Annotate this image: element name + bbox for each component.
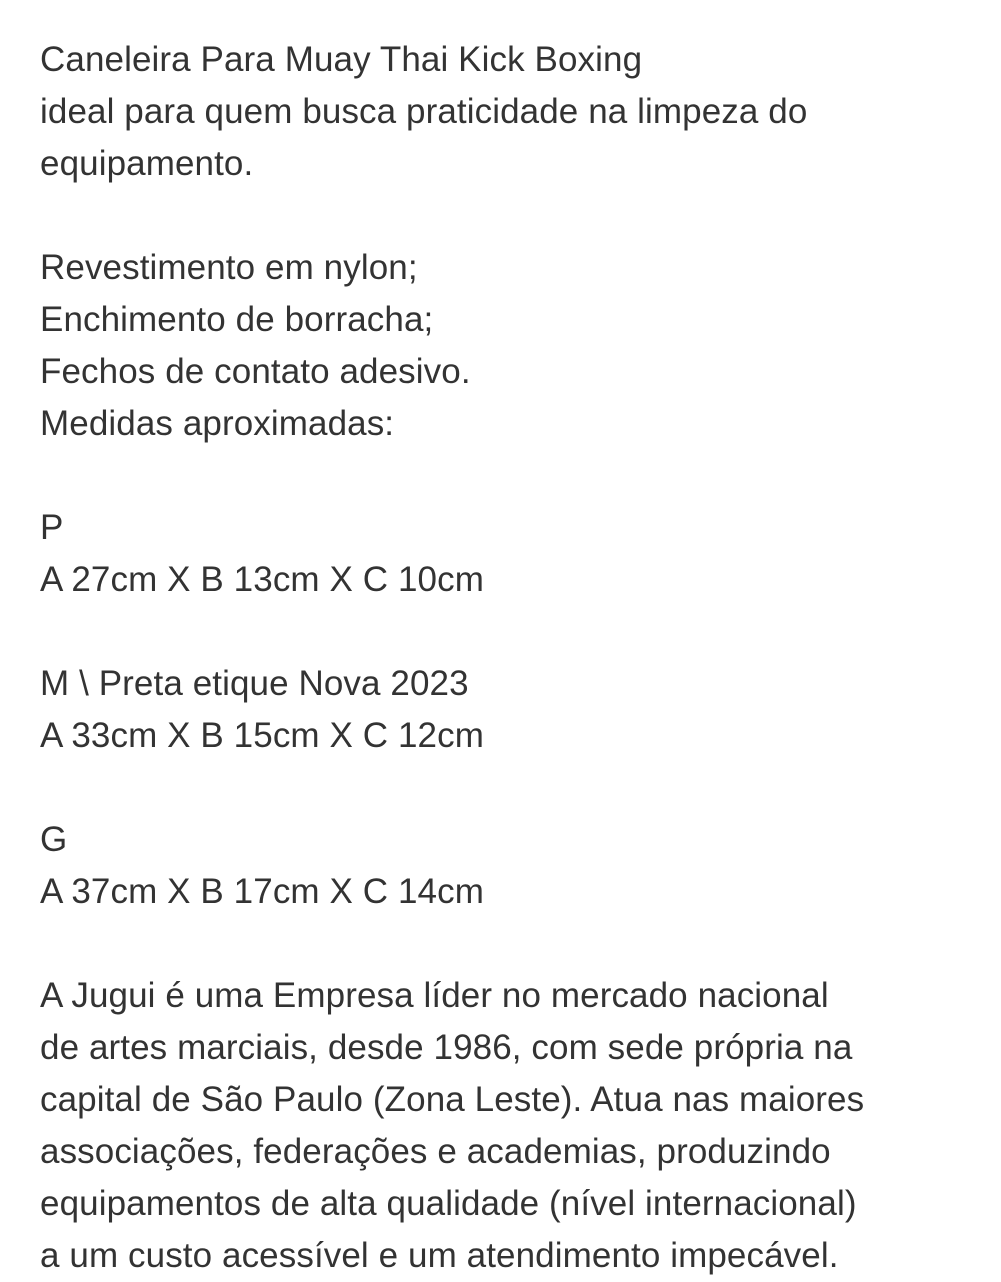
company-line: de artes marciais, desde 1986, com sede própria na — [40, 1028, 853, 1067]
description-line: ideal para quem busca praticidade na limpeza do — [40, 92, 808, 131]
size-measures-p: A 27cm X B 13cm X C 10cm — [40, 560, 484, 599]
size-measures-m: A 33cm X B 15cm X C 12cm — [40, 716, 484, 755]
feature-line: Medidas aproximadas: — [40, 404, 395, 443]
company-line: a um custo acessível e um atendimento impecável. — [40, 1236, 839, 1275]
size-label-p: P — [40, 508, 64, 547]
blank-line — [40, 450, 980, 502]
blank-line — [40, 606, 980, 658]
blank-line — [40, 918, 980, 970]
size-label-g: G — [40, 820, 68, 859]
product-description — [40, 34, 980, 1282]
size-label-m: M \ Preta etique Nova 2023 — [40, 664, 469, 703]
description-line: equipamento. — [40, 144, 254, 183]
company-line: capital de São Paulo (Zona Leste). Atua nas maiores — [40, 1080, 865, 1119]
feature-line: Fechos de contato adesivo. — [40, 352, 471, 391]
feature-line: Enchimento de borracha; — [40, 300, 434, 339]
description-title: Caneleira Para Muay Thai Kick Boxing — [40, 40, 643, 79]
company-line: equipamentos de alta qualidade (nível internacional) — [40, 1184, 857, 1223]
size-measures-g: A 37cm X B 17cm X C 14cm — [40, 872, 484, 911]
blank-line — [40, 190, 980, 242]
feature-line: Revestimento em nylon; — [40, 248, 418, 287]
company-line: associações, federações e academias, produzindo — [40, 1132, 831, 1171]
company-line: A Jugui é uma Empresa líder no mercado nacional — [40, 976, 829, 1015]
blank-line — [40, 762, 980, 814]
